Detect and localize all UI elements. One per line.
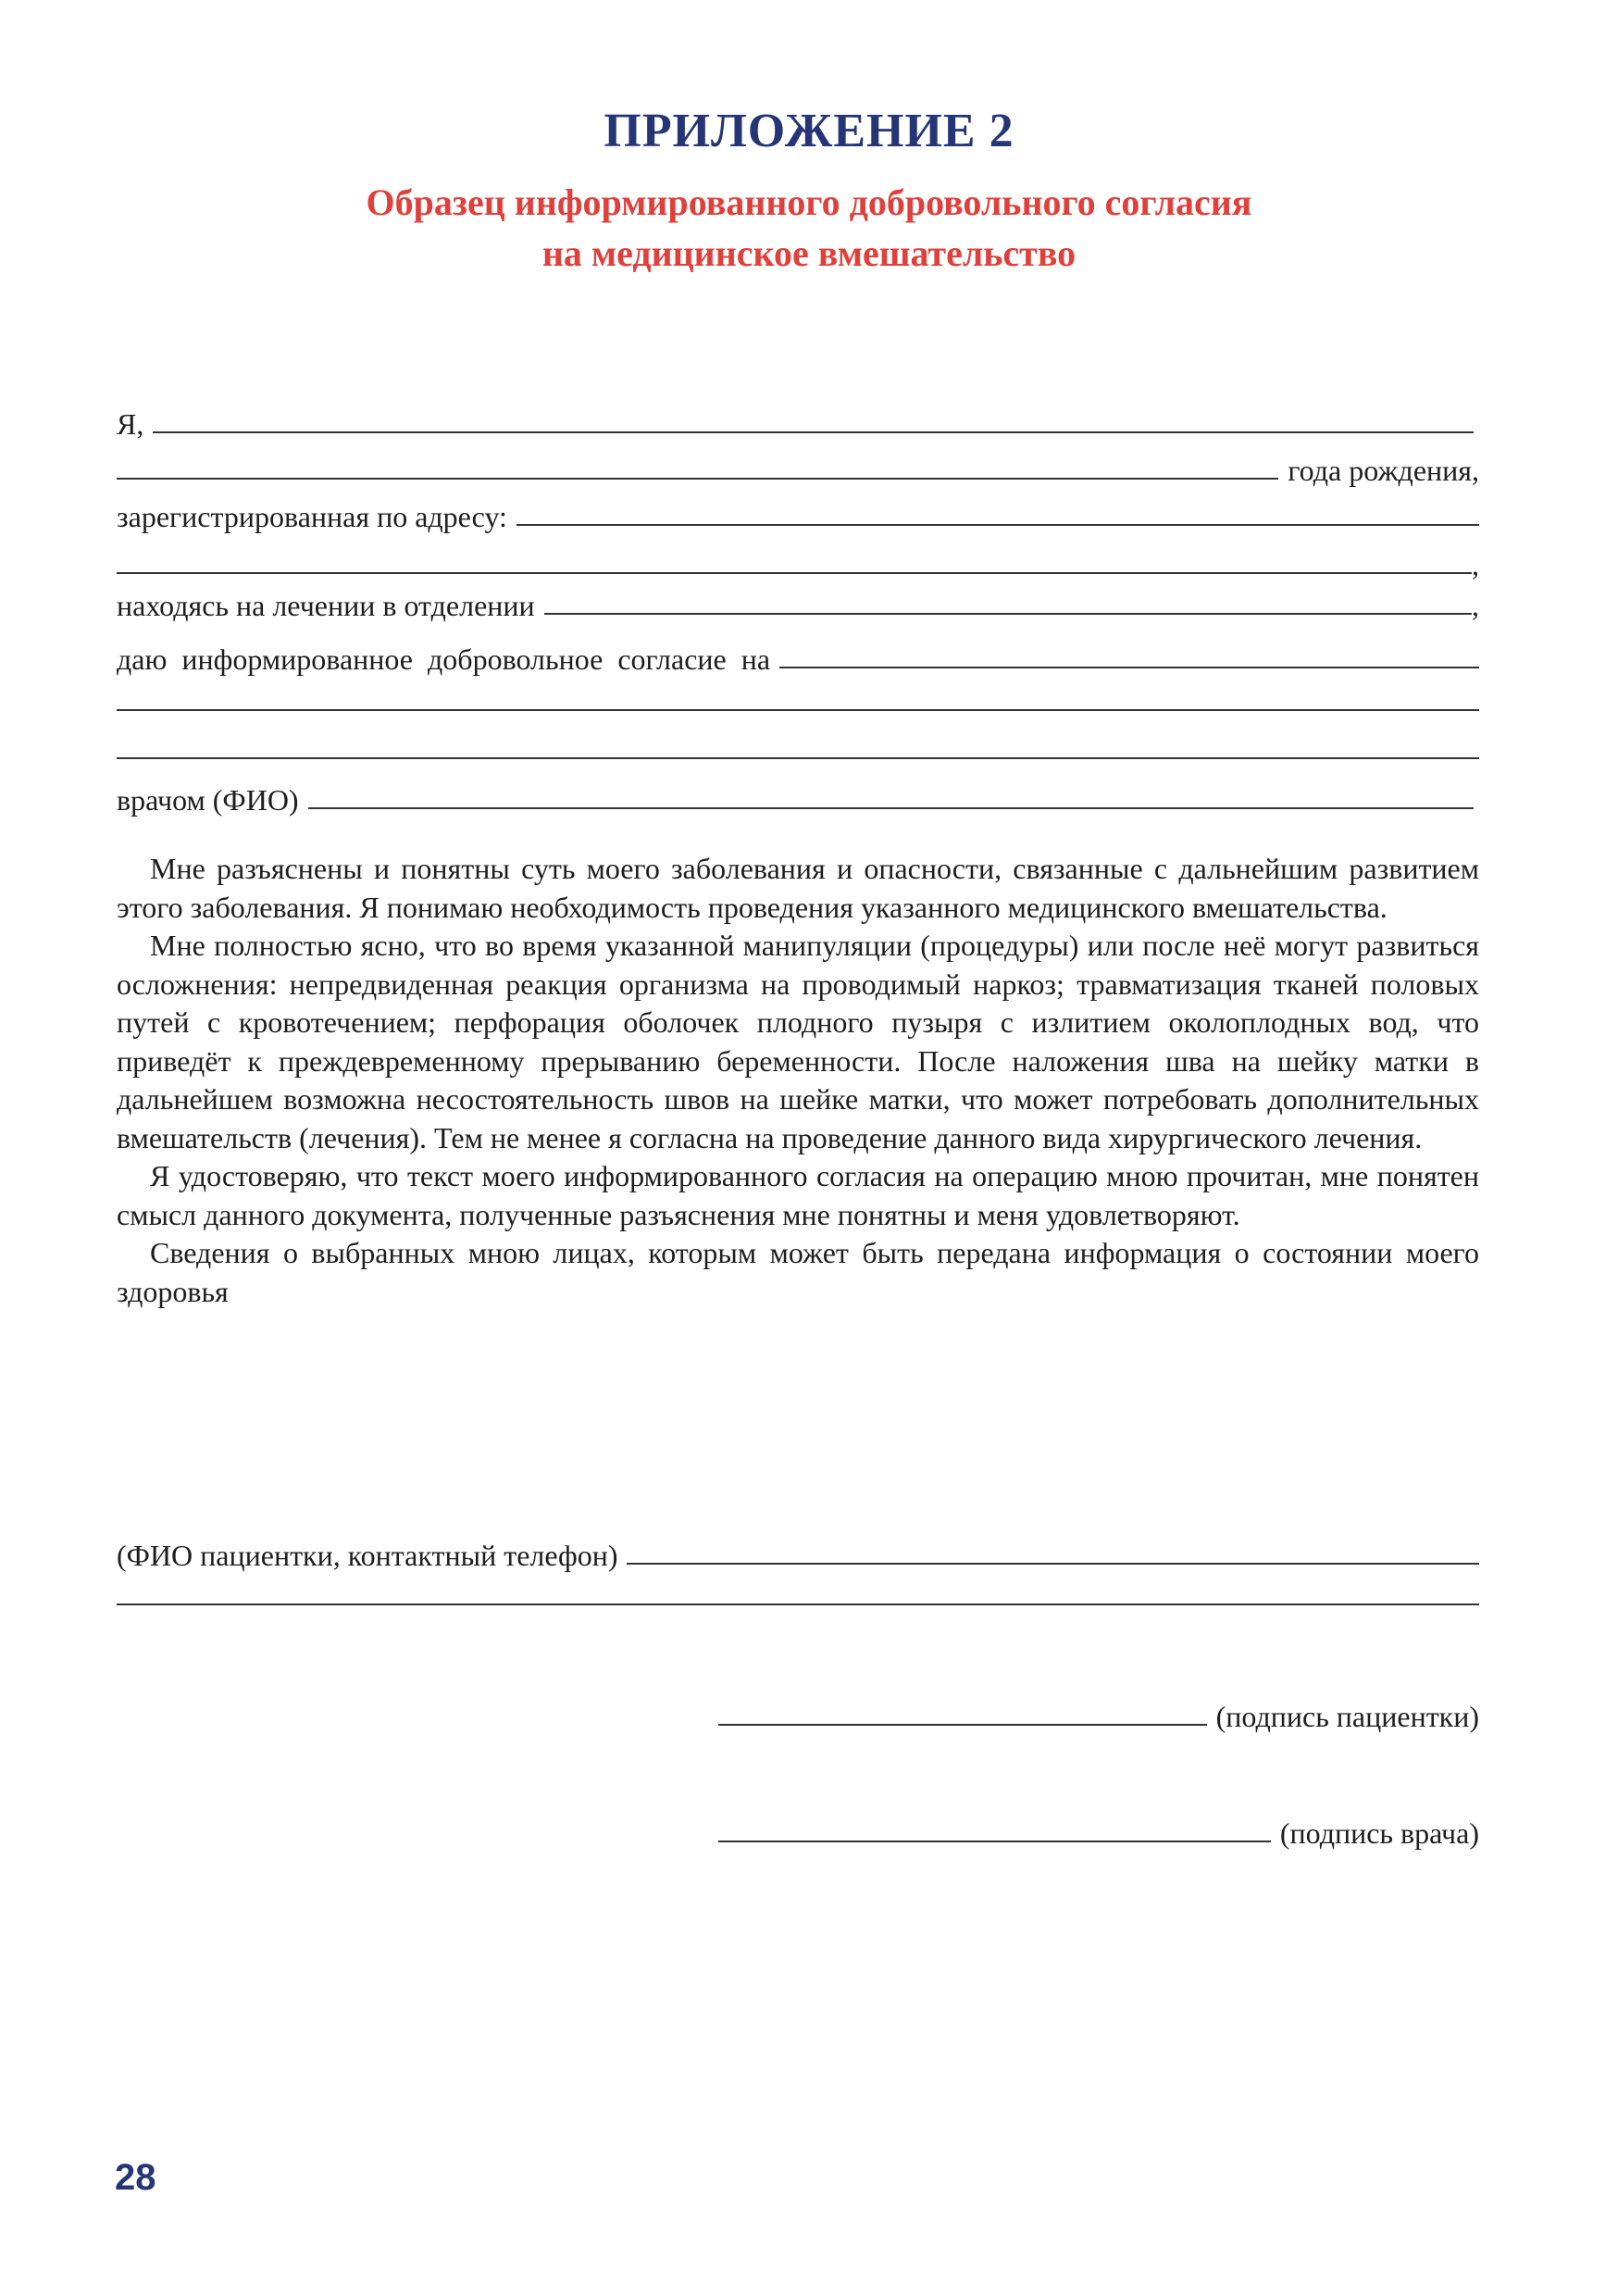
- patient-signature-field[interactable]: [718, 1722, 1207, 1726]
- address-field-continuation[interactable]: [117, 570, 1472, 574]
- doctor-row: [117, 774, 1479, 815]
- consent-body-text: [117, 850, 1479, 1311]
- address-row: [117, 491, 1479, 531]
- birth-year-field[interactable]: [117, 476, 1278, 480]
- document-subtitle-line2: на медицинское вмешательство: [541, 232, 1077, 274]
- patient-name-row: [117, 398, 1479, 439]
- consent-procedure-field[interactable]: [779, 665, 1479, 668]
- department-label: находясь на лечении в отделении: [117, 589, 535, 622]
- page-number: 28: [115, 2157, 156, 2198]
- consent-procedure-line-3[interactable]: [117, 757, 1479, 759]
- doctor-name-field[interactable]: [308, 805, 1474, 809]
- doctor-signature-label: (подпись врача): [1279, 1816, 1479, 1850]
- patient-name-field[interactable]: [153, 430, 1474, 433]
- birth-year-label: года рождения,: [1288, 454, 1479, 487]
- consent-label: даю информированное добровольное согласие на: [117, 643, 771, 676]
- doctor-signature-field[interactable]: [718, 1839, 1271, 1842]
- paragraph-contacts-intro: Сведения о выбранных мною лицах, которым может быть передана информация о состоянии моего здоровья: [117, 1236, 1479, 1308]
- contacts-field[interactable]: [627, 1561, 1479, 1565]
- patient-signature-label: (подпись пациентки): [1215, 1700, 1479, 1733]
- address-field[interactable]: [517, 522, 1479, 526]
- document-subtitle-line1: Образец информированного добровольного согласия: [366, 181, 1252, 223]
- address-continuation-row: [117, 539, 1479, 580]
- department-row: [117, 580, 1479, 620]
- birth-year-row: [117, 444, 1479, 485]
- paragraph-explanation: Мне разъяснены и понятны суть моего заболевания и опасности, связанные с дальнейшим развитием этого заболевания. Я понимаю необходимость проведения указанного медицинского вмешательства.: [117, 852, 1479, 924]
- consent-row: [117, 633, 1479, 674]
- department-comma: ,: [1472, 589, 1479, 622]
- doctor-label: врачом (ФИО): [117, 783, 299, 817]
- address-comma: ,: [1472, 548, 1479, 581]
- contacts-label: (ФИО пациентки, контактный телефон): [117, 1539, 618, 1572]
- contacts-row: [117, 1529, 1479, 1570]
- appendix-title: ПРИЛОЖЕНИЕ 2: [604, 105, 1014, 157]
- paragraph-complications: Мне полностью ясно, что во время указанной манипуляции (процедуры) или после неё могут развиться осложнения: непредвиденная реакция организма на проводимый наркоз; травматизация тканей половых путей с кровотечением; перфорация оболочек плодного пузыря с излитием околоплодных вод, что приведёт к преждевременному прерыванию беременности. После наложения шва на шейку матки в дальнейшем возможна несостоятельность швов на шейке матки, что может потребовать дополнительных вмешательств (лечения). Тем не менее я согласна на проведение данного вида хирургического лечения.: [117, 929, 1479, 1154]
- contacts-field-line-2[interactable]: [117, 1603, 1479, 1605]
- patient-name-label: Я,: [117, 407, 144, 441]
- doctor-signature-row: [718, 1807, 1479, 1848]
- paragraph-certification: Я удостоверяю, что текст моего информированного согласия на операцию мною прочитан, мне понятен смысл данного документа, полученные разъяснения мне понятны и меня удовлетворяют.: [117, 1159, 1479, 1231]
- consent-procedure-line-2[interactable]: [117, 709, 1479, 711]
- department-field[interactable]: [544, 611, 1472, 615]
- address-label: зарегистрированная по адресу:: [117, 500, 507, 533]
- patient-signature-row: [718, 1691, 1479, 1731]
